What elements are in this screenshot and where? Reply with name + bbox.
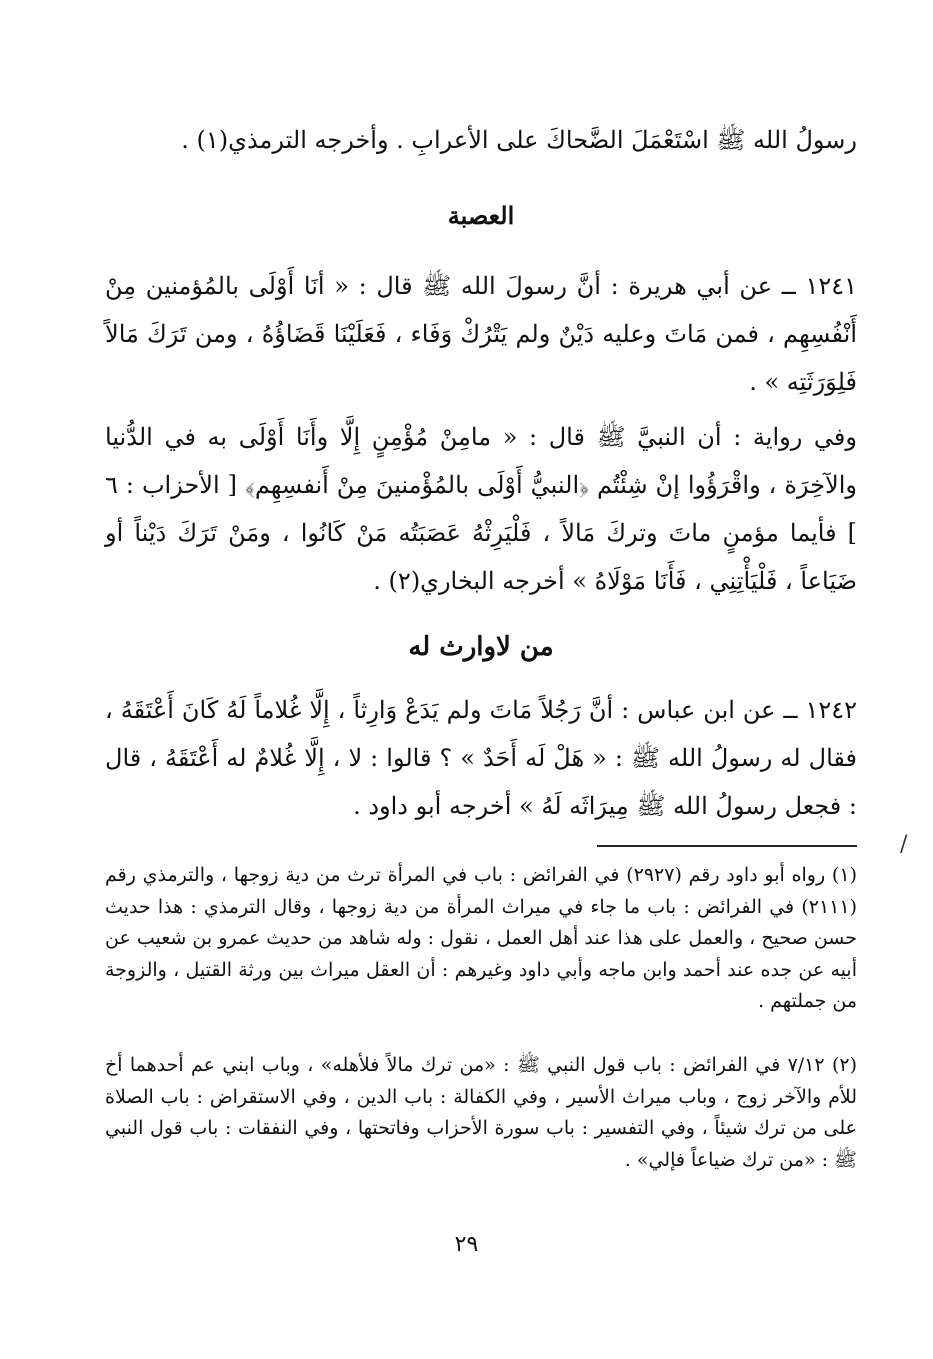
- footnote-divider: [597, 845, 857, 847]
- page-number: ٢٩: [454, 1232, 479, 1257]
- heading-no-heir: من لاوارث له: [408, 632, 554, 662]
- footnote-1-number: (١): [831, 864, 857, 886]
- heading-asaba: العصبة: [447, 201, 515, 230]
- hadith-1241-paragraph: ١٢٤١ ــ عن أبي هريرة : أنَّ رسولَ الله ﷺ قال : « أنَا أَوْلَى بالمُؤمنين مِنْ أَنْفُسِهِم ، فمن مَاتَ وعليه دَيْنٌ ولم يَتْرُكْ وَفَاء ، فَعَلَيْنَا قَضَاؤُهُ ، ومن تَرَكَ مَالاً فَلِوَرَثَتِه » .: [105, 272, 857, 396]
- hadith-1242-paragraph: ١٢٤٢ ــ عن ابن عباس : أنَّ رَجُلاً مَاتَ ولم يَدَعْ وَارِثاً ، إِلَّا غُلاماً لَهُ كَانَ أَعْتَقَهُ ، فقال له رسولُ الله ﷺ : « هَلْ لَه أَحَدٌ » ؟ قالوا : لا ، إِلَّا غُلامٌ له أَعْتَقَهُ ، قال : فجعل رسولُ الله ﷺ مِيرَاثَه لَهُ » أخرجه أبو داود .: [105, 696, 857, 820]
- footnote-2-number: (٢): [831, 1054, 857, 1076]
- footnote-2: [105, 1050, 857, 1176]
- margin-mark: /: [900, 832, 908, 857]
- footnote-2-text: ٧/١٢ في الفرائض : باب قول النبي ﷺ : «من ترك مالاً فلأهله» ، وباب ابني عم أحدهما أخ للأم والآخر زوج ، وباب ميراث الأسير ، وفي الكفالة : باب الدين ، وفي الاستقراض : باب الصلاة على من ترك شيئاً ، وفي التفسير : باب سورة الأحزاب وفاتحتها ، وفي النفقات : باب قول النبي ﷺ : «من ترك ضياعاً فإلي» .: [105, 1054, 857, 1171]
- intro-paragraph: رسولُ الله ﷺ اسْتَعْمَلَ الضَّحاكَ على الأعرابِ . وأخرجه الترمذي(١) .: [181, 126, 857, 154]
- riwaya-paragraph: وفي رواية : أن النبيَّ ﷺ قال : « مامِنْ مُؤْمِنٍ إِلَّا وأَنَا أَوْلَى به في الدُّنيا والآخِرَة ، واقْرَؤُوا إنْ شِئْتُم ﴿النبيُّ أَوْلَى بالمُؤْمنينَ مِنْ أَنفسِهِم﴾ [ الأحزاب : ٦ ] فأيما مؤمنٍ ماتَ وتركَ مَالاً ، فَلْيَرِثْهُ عَصَبَتُه مَنْ كَانُوا ، ومَنْ تَرَكَ دَيْناً أو ضَيَاعاً ، فَلْيَأْتِنِي ، فَأَنَا مَوْلَاهُ » أخرجه البخاري(٢) .: [105, 423, 857, 595]
- footnote-1-text: رواه أبو داود رقم (٢٩٢٧) في الفرائض : باب في المرأة ترث من دية زوجها ، والترمذي رقم (٢١١١) في الفرائض : باب ما جاء في ميراث المرأة من دية زوجها ، وقال الترمذي : هذا حديث حسن صحيح ، والعمل على هذا عند أهل العمل ، نقول : وله شاهد من حديث عمرو بن شعيب عن أبيه عن جده عند أحمد وابن ماجه وأبي داود وغيرهم : أن العقل ميراث بين ورثة القتيل ، والزوجة من جملتهم .: [105, 864, 857, 1012]
- footnote-1: [105, 860, 857, 1018]
